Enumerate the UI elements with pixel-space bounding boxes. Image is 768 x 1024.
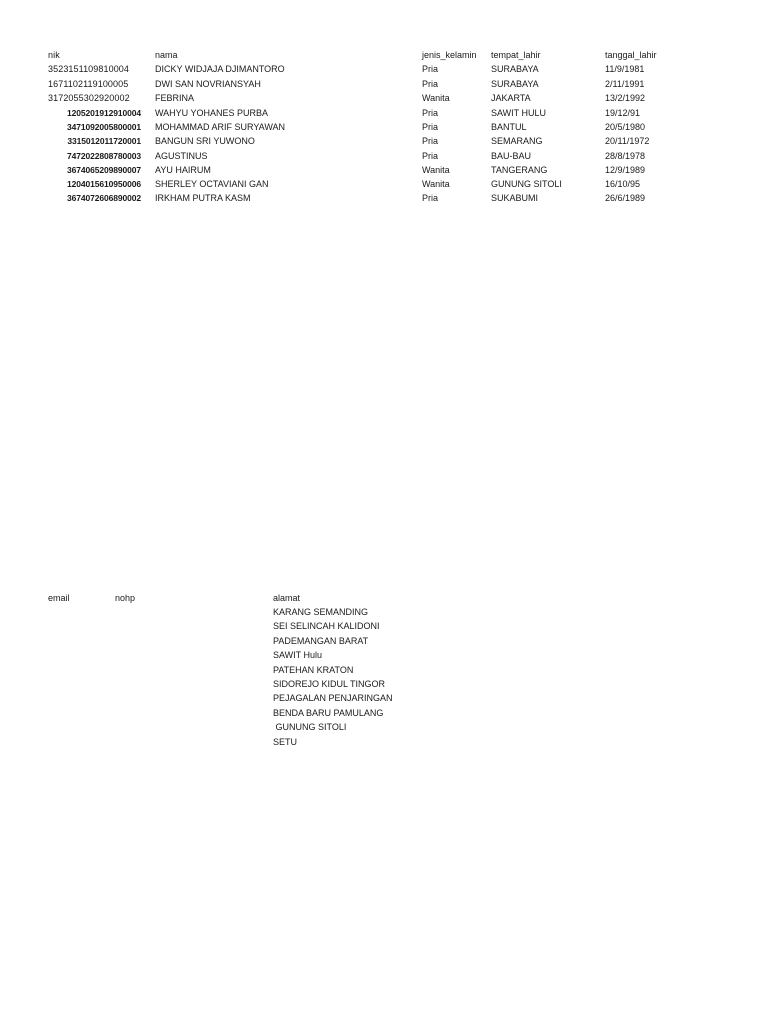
cell-nama: BANGUN SRI YUWONO — [155, 136, 255, 146]
header-tempat-lahir: tempat_lahir — [491, 50, 541, 60]
cell-alamat: GUNUNG SITOLI — [273, 722, 347, 732]
cell-nik: 1205201912910004 — [66, 108, 141, 118]
cell-tempat-lahir: SEMARANG — [491, 136, 543, 146]
cell-tempat-lahir: TANGERANG — [491, 165, 548, 175]
cell-tempat-lahir: BAU-BAU — [491, 151, 532, 161]
header-nama: nama — [155, 50, 178, 60]
header-nohp: nohp — [115, 593, 136, 603]
cell-tempat-lahir: SAWIT HULU — [491, 108, 547, 118]
cell-tempat-lahir: BANTUL — [491, 122, 527, 132]
header-nik: nik — [48, 50, 60, 60]
cell-jenis-kelamin: Pria — [422, 151, 439, 161]
cell-jenis-kelamin: Pria — [422, 79, 439, 89]
cell-alamat: BENDA BARU PAMULANG — [273, 708, 384, 718]
header-jenis-kelamin: jenis_kelamin — [422, 50, 477, 60]
cell-jenis-kelamin: Wanita — [422, 165, 450, 175]
cell-nama: DICKY WIDJAJA DJIMANTORO — [155, 64, 285, 74]
cell-tanggal-lahir: 20/5/1980 — [605, 122, 646, 132]
header-email: email — [48, 593, 70, 603]
cell-nik: 1204015610950006 — [66, 179, 141, 189]
cell-nik: 3172055302920002 — [48, 93, 130, 103]
cell-jenis-kelamin: Pria — [422, 122, 439, 132]
cell-jenis-kelamin: Wanita — [422, 179, 450, 189]
cell-nama: AYU HAIRUM — [155, 165, 211, 175]
cell-tanggal-lahir: 19/12/91 — [605, 108, 641, 118]
cell-tanggal-lahir: 13/2/1992 — [605, 93, 646, 103]
cell-tanggal-lahir: 11/9/1981 — [605, 64, 645, 74]
cell-nama: FEBRINA — [155, 93, 195, 103]
cell-tanggal-lahir: 26/6/1989 — [605, 193, 646, 203]
cell-jenis-kelamin: Pria — [422, 108, 439, 118]
cell-nik: 1671102119100005 — [48, 79, 129, 89]
cell-nama: MOHAMMAD ARIF SURYAWAN — [155, 122, 286, 132]
cell-tanggal-lahir: 16/10/95 — [605, 179, 641, 189]
cell-alamat: PATEHAN KRATON — [273, 665, 354, 675]
cell-alamat: PEJAGALAN PENJARINGAN — [273, 693, 393, 703]
cell-nik: 3523151109810004 — [48, 64, 130, 74]
cell-nik: 7472022808780003 — [66, 151, 141, 161]
cell-nama: WAHYU YOHANES PURBA — [155, 108, 269, 118]
cell-tanggal-lahir: 2/11/1991 — [605, 79, 645, 89]
cell-tempat-lahir: GUNUNG SITOLI — [491, 179, 562, 189]
cell-alamat: SEI SELINCAH KALIDONI — [273, 621, 380, 631]
cell-nik: 3674065209890007 — [66, 165, 141, 175]
cell-nik: 3674072606890002 — [66, 193, 141, 203]
cell-nik: 3471092005800001 — [66, 122, 141, 132]
cell-alamat: SETU — [273, 737, 298, 747]
header-tanggal-lahir: tanggal_lahir — [605, 50, 657, 60]
cell-jenis-kelamin: Pria — [422, 64, 439, 74]
cell-tempat-lahir: SUKABUMI — [491, 193, 539, 203]
cell-tempat-lahir: JAKARTA — [491, 93, 531, 103]
cell-nik: 3315012011720001 — [67, 136, 141, 146]
cell-alamat: PADEMANGAN BARAT — [273, 636, 369, 646]
cell-jenis-kelamin: Pria — [422, 193, 439, 203]
cell-nama: DWI SAN NOVRIANSYAH — [155, 79, 261, 89]
cell-tempat-lahir: SURABAYA — [491, 64, 539, 74]
cell-alamat: SIDOREJO KIDUL TINGOR — [273, 679, 386, 689]
cell-tanggal-lahir: 28/8/1978 — [605, 151, 646, 161]
cell-alamat: SAWIT Hulu — [273, 650, 323, 660]
cell-nama: SHERLEY OCTAVIANI GAN — [155, 179, 269, 189]
cell-tanggal-lahir: 12/9/1989 — [605, 165, 646, 175]
cell-alamat: KARANG SEMANDING — [273, 607, 369, 617]
cell-tanggal-lahir: 20/11/1972 — [605, 136, 650, 146]
cell-jenis-kelamin: Wanita — [422, 93, 450, 103]
cell-nama: AGUSTINUS — [155, 151, 208, 161]
cell-nama: IRKHAM PUTRA KASM — [155, 193, 251, 203]
cell-tempat-lahir: SURABAYA — [491, 79, 539, 89]
header-alamat: alamat — [273, 593, 301, 603]
cell-jenis-kelamin: Pria — [422, 136, 439, 146]
